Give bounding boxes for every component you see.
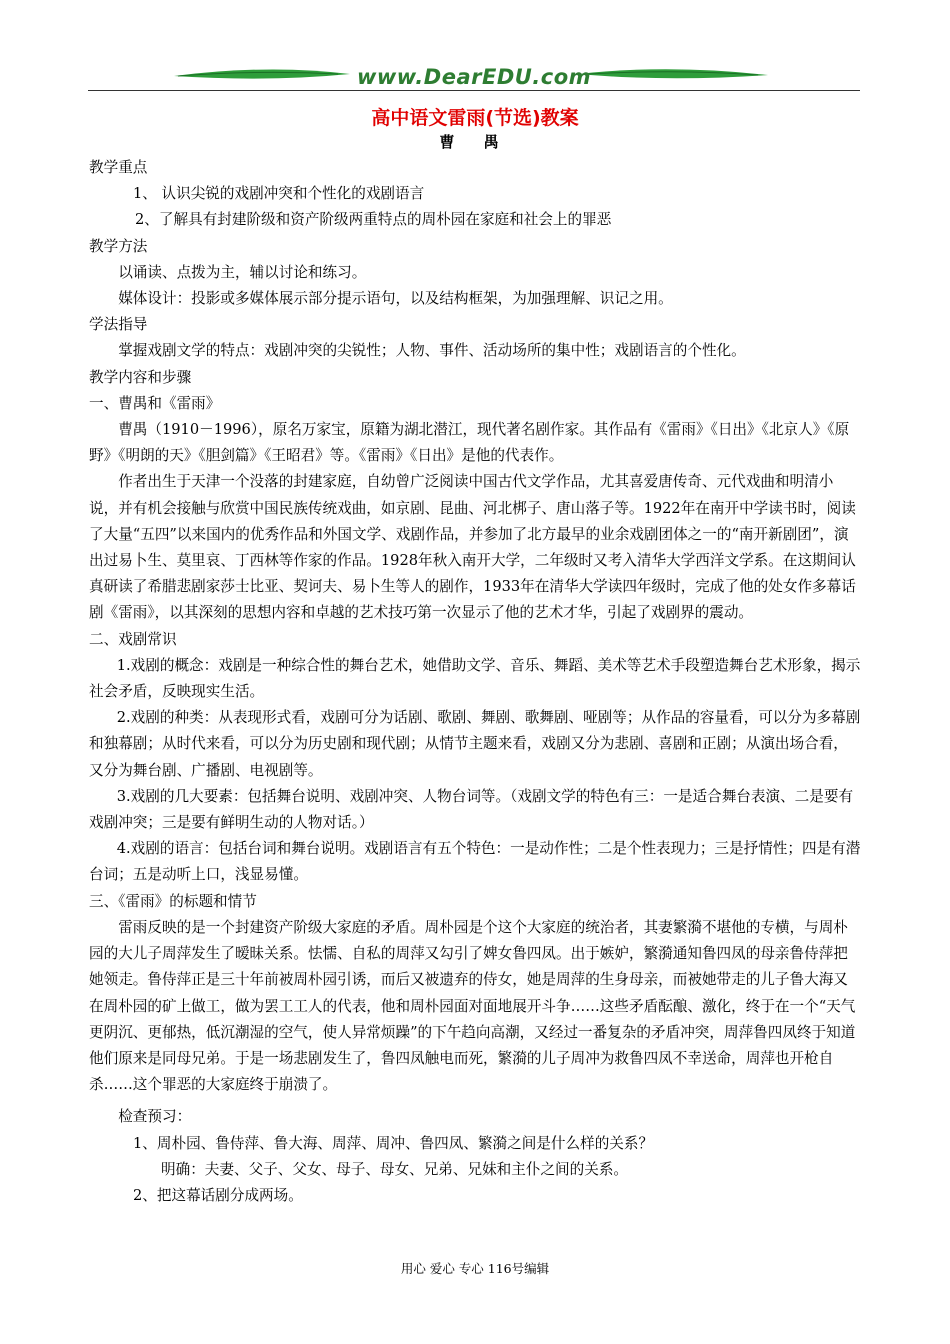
header-divider xyxy=(88,90,860,91)
part1-paragraph-1: 曹禺（1910－1996），原名万家宝，原籍为湖北潜江，现代著名剧作家。其作品有《雷雨》《日出》《北京人》《原野》《明朗的天》《胆剑篇》《王昭君》等。《雷雨》《日出》是他的代表作。 xyxy=(89,421,850,465)
part2-paragraph-3: 3.戏剧的几大要素：包括舞台说明、戏剧冲突、人物台词等。（戏剧文学的特色有三：一是适合舞台表演、二是要有戏剧冲突；三是要有鲜明生动的人物对话。） xyxy=(89,787,854,832)
part2-paragraph-2: 2.戏剧的种类：从表现形式看，戏剧可分为话剧、歌剧、舞剧、歌舞剧、哑剧等；从作品的容量看，可以分为多幕剧和独幕剧；从时代来看，可以分为历史剧和现代剧；从情节主题来看，戏剧又分为悲剧、喜剧和正剧；从演出场合看，又分为舞台剧、广播剧、电视剧等。 xyxy=(89,709,861,779)
section-heading-focus: 教学重点 xyxy=(89,159,148,176)
part2-paragraph-1: 1.戏剧的概念：戏剧是一种综合性的舞台艺术，她借助文学、音乐、舞蹈、美术等艺术手段塑造舞台艺术形象，揭示社会矛盾，反映现实生活。 xyxy=(89,656,861,701)
page-footer: 用心 爱心 专心 116号编辑 xyxy=(400,1261,550,1276)
section-heading-study-guide: 学法指导 xyxy=(89,316,148,334)
part1-paragraph-2: 作者出生于天津一个没落的封建家庭，自幼曾广泛阅读中国古代文学作品，尤其喜爱唐传奇、元代戏曲和明清小说，并有机会接触与欣赏中国民族传统戏曲，如京剧、昆曲、河北梆子、唐山落子等。1922年在南开中学读书时，阅读了大量“五四”以来国内的优秀作品和外国文学、戏剧作品，并参加了北方最早的业余戏剧团体之一的“南开新剧团”，演出过易卜生、莫里哀、丁西林等作家的作品。1928年秋入南开大学，二年级时又考入清华大学西洋文学系。在这期间认真研读了希腊悲剧家莎士比亚、契诃夫、易卜生等人的剧作，1933年在清华大学读四年级时，完成了他的处女作多幕话剧《雷雨》，以其深刻的思想内容和卓越的艺术技巧第一次显示了他的艺术才华，引起了戏剧界的震动。 xyxy=(89,473,856,622)
method-paragraph-2: 媒体设计：投影或多媒体展示部分提示语句，以及结构框架，为加强理解、识记之用。 xyxy=(118,290,673,308)
focus-item-1: 1、 认识尖锐的戏剧冲突和个性化的戏剧语言 xyxy=(133,185,425,203)
method-paragraph-1: 以诵读、点拨为主，辅以讨论和练习。 xyxy=(118,263,367,281)
section-heading-content: 教学内容和步骤 xyxy=(89,368,192,386)
part2-paragraph-4: 4.戏剧的语言：包括台词和舞台说明。戏剧语言有五个特色：一是动作性；二是个性表现力；三是抒情性；四是有潜台词；五是动听上口，浅显易懂。 xyxy=(89,840,861,884)
site-logo-text: www.DearEDU.com xyxy=(356,65,592,89)
part2-heading: 二、戏剧常识 xyxy=(89,630,177,648)
preview-question-2: 2、把这幕话剧分成两场。 xyxy=(133,1186,303,1204)
site-header-banner xyxy=(88,62,860,92)
preview-label: 检查预习： xyxy=(118,1108,192,1126)
preview-question-1: 1、周朴园、鲁侍萍、鲁大海、周萍、周冲、鲁四凤、繁漪之间是什么样的关系？ xyxy=(133,1134,654,1152)
focus-item-2: 2、了解具有封建阶级和资产阶级两重特点的周朴园在家庭和社会上的罪恶 xyxy=(135,211,612,229)
part3-paragraph-1: 雷雨反映的是一个封建资产阶级大家庭的矛盾。周朴园是个这个大家庭的统治者，其妻繁漪不堪他的专横，与周朴园的大儿子周萍发生了暧昧关系。怯懦、自私的周萍又勾引了婢女鲁四凤。出于嫉妒，繁漪通知鲁四凤的母亲鲁侍萍把她领走。鲁侍萍正是三十年前被周朴园引诱，而后又被遗弃的侍女，她是周萍的生身母亲，而被她带走的儿子鲁大海又在周朴园的矿上做工，做为罢工工人的代表，他和周朴园面对面地展开斗争……这些矛盾酝酿、激化，终于在一个“天气更阴沉、更郁热，低沉潮湿的空气，使人异常烦躁”的下午趋向高潮，又经过一番复杂的矛盾冲突，周萍鲁四凤终于知道他们原来是同母兄弟。于是一场悲剧发生了，鲁四凤触电而死，繁漪的儿子周冲为救鲁四凤不幸送命，周萍也开枪自杀……这个罪恶的大家庭终于崩溃了。 xyxy=(89,918,856,1094)
part1-heading: 一、曹禺和《雷雨》 xyxy=(89,394,221,412)
section-heading-method: 教学方法 xyxy=(89,237,148,255)
document-title: 高中语文雷雨(节选)教案 xyxy=(371,107,579,129)
part3-heading: 三、《雷雨》的标题和情节 xyxy=(89,892,257,910)
document-author: 曹 禺 xyxy=(439,133,511,151)
preview-answer-1: 明确：夫妻、父子、父女、母子、母女、兄弟、兄妹和主仆之间的关系。 xyxy=(161,1160,629,1178)
study-guide-paragraph: 掌握戏剧文学的特点：戏剧冲突的尖锐性；人物、事件、活动场所的集中性；戏剧语言的个性化。 xyxy=(118,342,746,360)
document-body xyxy=(89,155,861,1209)
